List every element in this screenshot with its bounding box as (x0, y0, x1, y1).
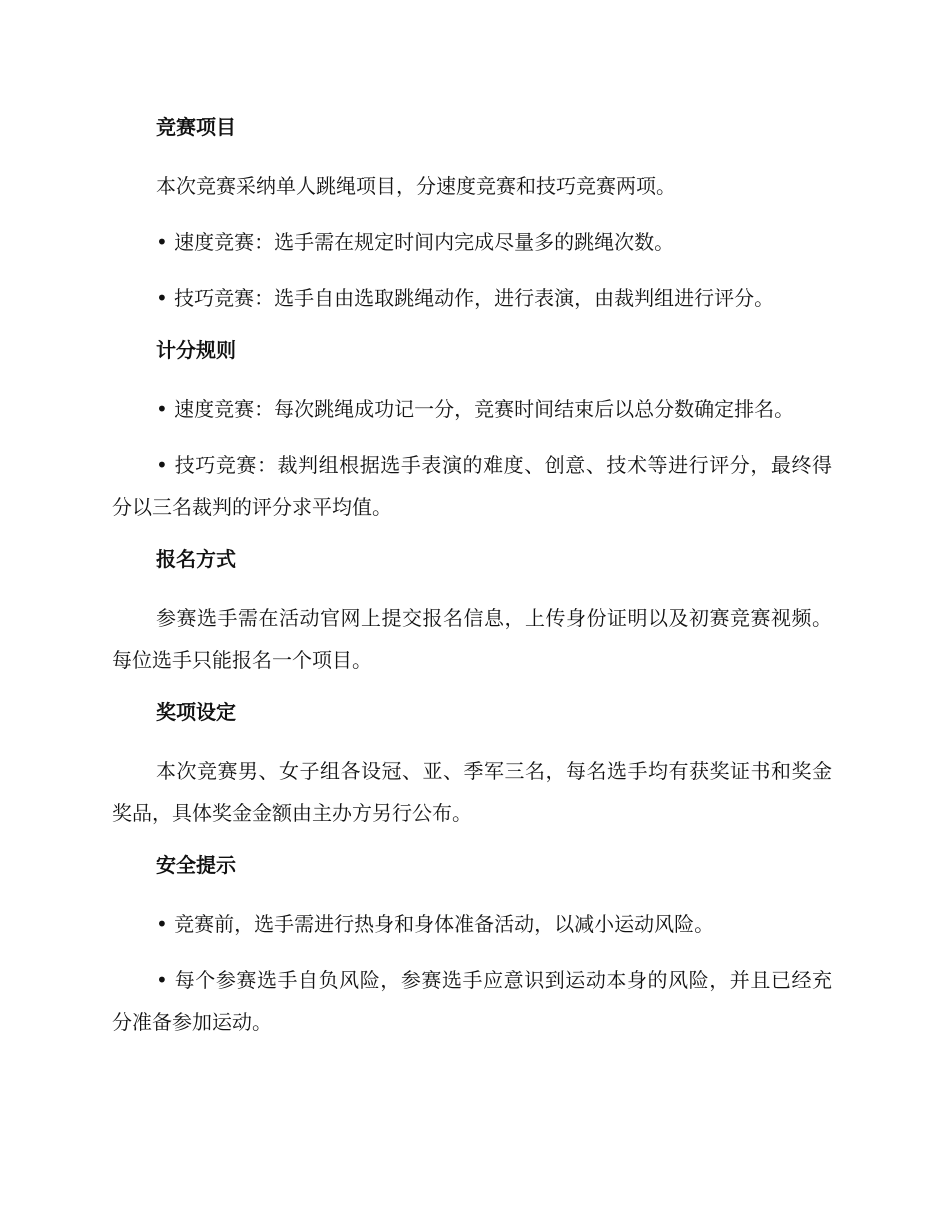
bullet-paragraph: • 每个参赛选手自负风险，参赛选手应意识到运动本身的风险，并且已经充分准备参加运动。 (112, 968, 832, 1034)
section-heading-competition-events: 竞赛项目 (156, 115, 236, 139)
paragraph: 本次竞赛采纳单人跳绳项目，分速度竞赛和技巧竞赛两项。 (156, 174, 676, 198)
bullet-paragraph: • 技巧竞赛：选手自由选取跳绳动作，进行表演，由裁判组进行评分。 (156, 286, 775, 310)
bullet-paragraph: • 速度竞赛：选手需在规定时间内完成尽量多的跳绳次数。 (156, 230, 675, 254)
section-heading-registration: 报名方式 (156, 547, 236, 571)
bullet-paragraph: • 技巧竞赛：裁判组根据选手表演的难度、创意、技术等进行评分，最终得分以三名裁判的评分求平均值。 (112, 453, 832, 519)
bullet-paragraph: • 竞赛前，选手需进行热身和身体准备活动，以减小运动风险。 (156, 912, 715, 936)
bullet-paragraph: • 速度竞赛：每次跳绳成功记一分，竞赛时间结束后以总分数确定排名。 (156, 397, 795, 421)
document-body (112, 110, 832, 1057)
section-heading-scoring-rules: 计分规则 (156, 338, 236, 362)
section-heading-awards: 奖项设定 (156, 700, 236, 724)
paragraph: 本次竞赛男、女子组各设冠、亚、季军三名，每名选手均有获奖证书和奖金奖品，具体奖金金额由主办方另行公布。 (112, 759, 832, 825)
paragraph: 参赛选手需在活动官网上提交报名信息，上传身份证明以及初赛竞赛视频。每位选手只能报名一个项目。 (112, 606, 832, 672)
section-heading-safety: 安全提示 (156, 853, 236, 877)
